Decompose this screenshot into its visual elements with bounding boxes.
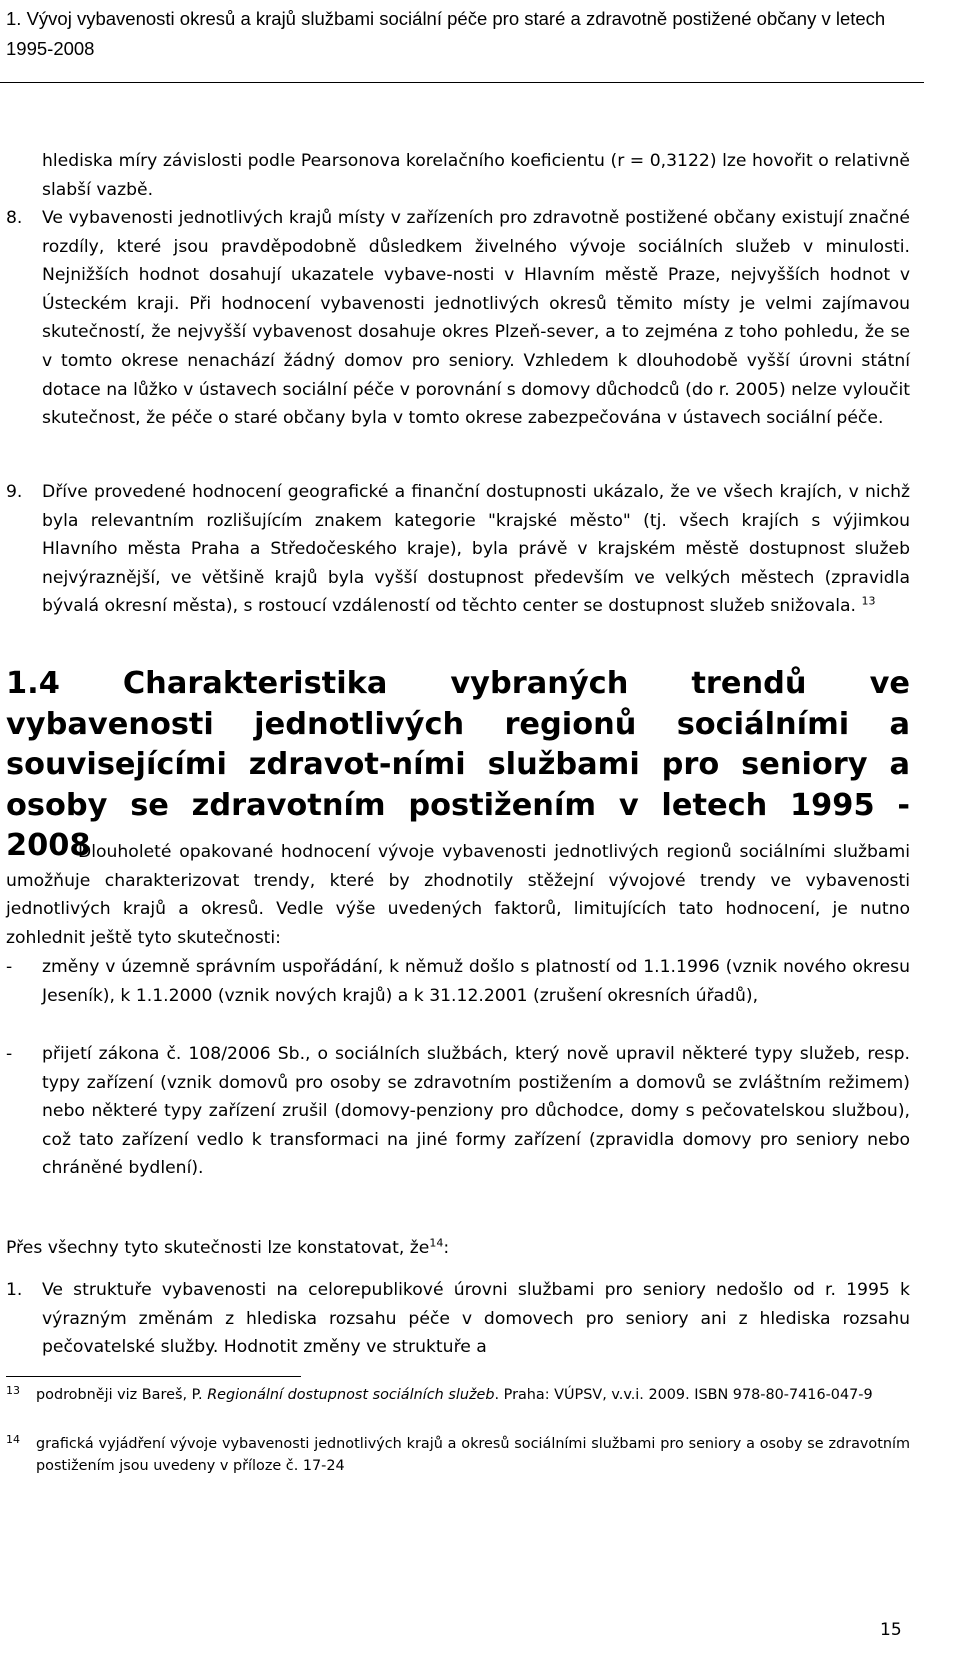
page-number: 15 (880, 1620, 902, 1640)
factor-text: přijetí zákona č. 108/2006 Sb., o sociálních službách, který nově upravil některé typy služeb, resp. typy zařízení (vznik domovů pro osoby se zdravotním postižením a domovů se zvláštním režimem) nebo některé typy zařízení zrušil (domovy-penziony pro důchodce, domy s pečovatelskou službou), což tato zařízení vedlo k transformaci na jiné formy zařízení (zpravidla domovy pro seniory nebo chráněné bydlení). (42, 1044, 910, 1179)
footnote-text-start: podrobněji viz Bareš, P. (36, 1387, 208, 1403)
list-item-text-body: Dříve provedené hodnocení geografické a finanční dostupnosti ukázalo, že ve všech krajích, v nichž byla relevantním rozlišujícím znakem kategorie "krajské město" (tj. všech krajích s výjimkou Hlavního města Praha a Středočeského kraje), byla právě v krajském městě dostupnost služeb nejvýraznější, ve většině krajů byla vyšší dostupnost především ve velkých městech (zpravidla bývalá okresní města), s rostoucí vzdáleností od těchto center se dostupnost služeb snižovala. (42, 482, 910, 617)
footnote-ref-13[interactable]: 13 (861, 594, 876, 608)
section-heading: 1.4 Charakteristika vybraných trendů ve vybavenosti jednotlivých regionů sociálními a souvisejícími zdravot-ními službami pro seniory a osoby se zdravotním postižením v letech 1995 - 2008 (6, 666, 910, 863)
footnote-13 (6, 1384, 910, 1406)
finding-text: Ve struktuře vybavenosti na celorepublikové úrovni službami pro seniory nedošlo od r. 1995 k výrazným změnám z hlediska rozsahu péče v domovech pro seniory ani z hlediska rozsahu pečovatelské služby. Hodnotit změny ve struktuře a (42, 1280, 910, 1358)
list-item-number: 8. (6, 208, 23, 228)
footnote-number: 14 (6, 1433, 20, 1446)
footnote-divider (6, 1376, 301, 1377)
running-header: 1. Vývoj vybavenosti okresů a krajů službami sociální péče pro staré a zdravotně postižené občany v letech 1995-2008 (6, 8, 886, 59)
statement-text: Přes všechny tyto skutečnosti lze konstatovat, že (6, 1238, 430, 1258)
footnote-number: 13 (6, 1384, 20, 1397)
finding-item-1 (6, 1276, 910, 1362)
statement-line (6, 1234, 910, 1263)
factor-bullet: - (6, 1044, 13, 1064)
intro-paragraph (6, 838, 910, 952)
header-divider (0, 82, 924, 83)
factor-item (6, 953, 910, 1010)
footnote-text: grafická vyjádření vývoje vybavenosti jednotlivých krajů a okresů sociálními službami pro seniory a osoby se zdravotním postižením jsou uvedeny v příloze č. 17-24 (36, 1436, 910, 1474)
list-item-text: Ve vybavenosti jednotlivých krajů místy v zařízeních pro zdravotně postižené občany existují značné rozdíly, které jsou pravděpodobně důsledkem živelného vývoje sociálních služeb v minulosti. Nejnižších hodnot dosahují ukazatele vybave-nosti v Hlavním městě Praze, nejvyšších hodnot v Ústeckém kraji. Při hodnocení vybavenosti jednotlivých okresů těmito místy je velmi zajímavou skutečností, že nejvyšší vybavenost dosahuje okres Plzeň-sever, a to zejména z toho pohledu, že se v tomto okrese nenachází žádný domov pro seniory. Vzhledem k dlouhodobě vyšší úrovni státní dotace na lůžko v ústavech sociální péče v porovnání s domovy důchodců (do r. 2005) nelze vyloučit skutečnost, že péče o staré občany byla v tomto okrese zabezpečována v ústavech sociální péče. (42, 208, 910, 429)
footnote-text-end: . Praha: VÚPSV, v.v.i. 2009. ISBN 978-80-7416-047-9 (494, 1387, 873, 1403)
factor-bullet: - (6, 957, 13, 977)
footnote-14 (6, 1433, 910, 1477)
continuation-paragraph: hlediska míry závislosti podle Pearsonova korelačního koeficientu (r = 0,3122) lze hovořit o relativně slabší vazbě. (42, 151, 910, 200)
list-item-9 (6, 478, 910, 621)
factor-item (6, 1040, 910, 1183)
factor-text: změny v územně správním uspořádání, k němuž došlo s platností od 1.1.1996 (vznik nového okresu Jeseník), k 1.1.2000 (vznik nových krajů) a k 31.12.2001 (zrušení okresních úřadů), (42, 957, 910, 1006)
list-item-text (42, 478, 910, 621)
list-item-number: 9. (6, 482, 23, 502)
footnote-cited-title: Regionální dostupnost sociálních služeb (207, 1387, 495, 1403)
footnote-text (36, 1384, 910, 1406)
intro-paragraph-text: Dlouholeté opakované hodnocení vývoje vybavenosti jednotlivých regionů sociálními službami umožňuje charakterizovat trendy, které by zhodnotily stěžejní vývojové trendy ve vybavenosti jednotlivých krajů a okresů. Vedle výše uvedených faktorů, limitujících tato hodnocení, je nutno zohlednit ještě tyto skutečnosti: (6, 842, 910, 948)
footnote-ref-14[interactable]: 14 (429, 1236, 444, 1250)
finding-number: 1. (6, 1280, 23, 1300)
statement-suffix: : (443, 1238, 450, 1258)
list-item-8 (6, 204, 910, 433)
